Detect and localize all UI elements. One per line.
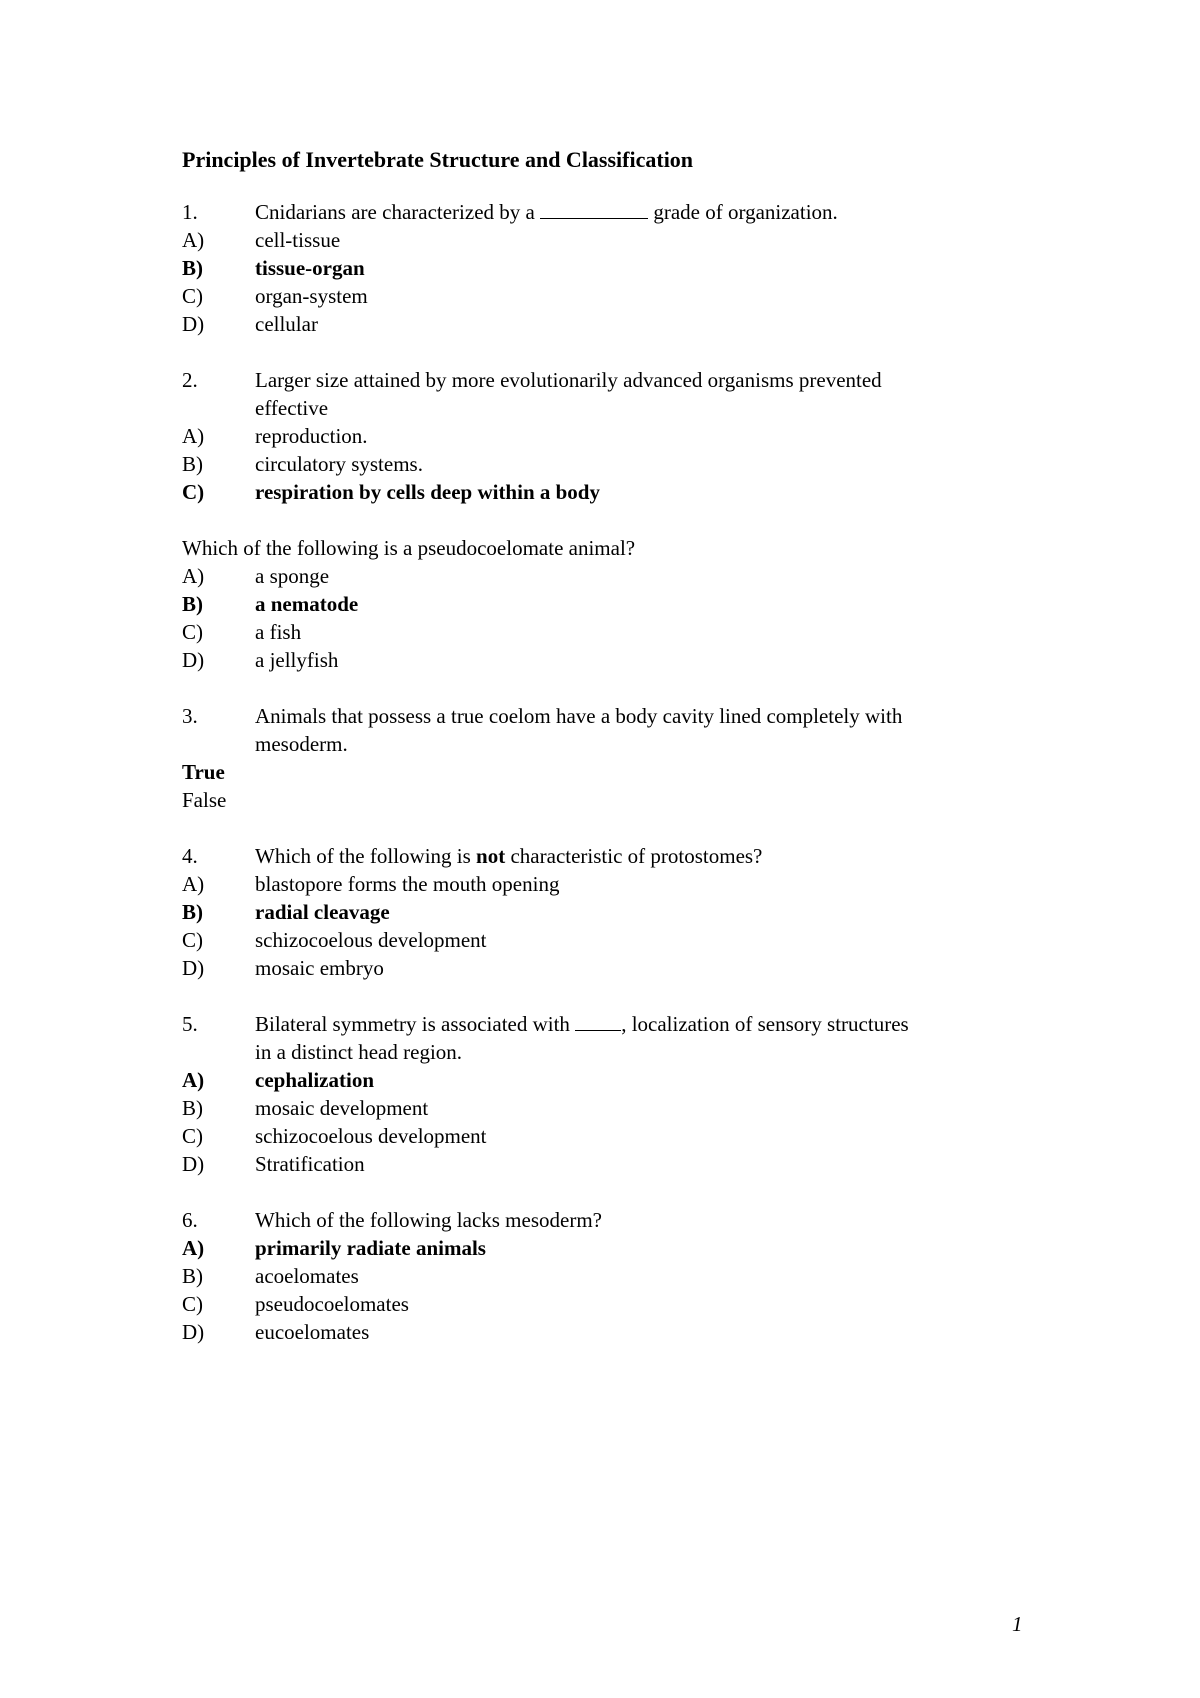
option-d: D) cellular	[182, 312, 318, 336]
option-false: False	[182, 788, 227, 812]
question-number: 3.	[182, 704, 198, 728]
option-a-correct: A) primarily radiate animals	[182, 1236, 486, 1260]
question-text: Which of the following is	[255, 844, 471, 868]
question-text-continued: effective	[255, 396, 329, 420]
option-a-correct: A) cephalization	[182, 1068, 374, 1092]
option-b: B) mosaic development	[182, 1096, 429, 1120]
document-page	[182, 146, 1042, 1346]
option-d: D) mosaic embryo	[182, 956, 384, 980]
question-number: 4.	[182, 844, 198, 868]
question-number: 2.	[182, 368, 198, 392]
question-text: Cnidarians are characterized by a	[255, 200, 535, 224]
question-text: Animals that possess a true coelom have a body cavity lined completely with	[255, 704, 903, 728]
question-2	[182, 366, 1042, 394]
question-6	[182, 1206, 1042, 1234]
option-b: B) acoelomates	[182, 1264, 359, 1288]
option-c: C) pseudocoelomates	[182, 1292, 409, 1316]
option-a: A) reproduction.	[182, 424, 368, 448]
question-unnumbered	[182, 534, 1042, 562]
question-number: 6.	[182, 1208, 198, 1232]
option-c: C) schizocoelous development	[182, 1124, 487, 1148]
page-number: 1	[1012, 1612, 1023, 1636]
question-number: 5.	[182, 1012, 198, 1036]
emphasis-not: not	[476, 844, 506, 868]
option-a: A) cell-tissue	[182, 228, 341, 252]
option-c: C) schizocoelous development	[182, 928, 487, 952]
question-5	[182, 1010, 1042, 1038]
option-b-correct: B) tissue-organ	[182, 256, 365, 280]
option-a: A) blastopore forms the mouth opening	[182, 872, 560, 896]
option-c: C) organ-system	[182, 284, 368, 308]
option-b-correct: B) radial cleavage	[182, 900, 390, 924]
option-a: A) a sponge	[182, 564, 330, 588]
document-title: Principles of Invertebrate Structure and Classification	[182, 147, 694, 172]
question-text: Bilateral symmetry is associated with	[255, 1012, 570, 1036]
question-4	[182, 842, 1042, 870]
question-number: 1.	[182, 200, 198, 224]
option-c-correct: C) respiration by cells deep within a body	[182, 480, 600, 504]
answer-blank	[575, 1012, 621, 1031]
question-text: , localization of sensory structures	[621, 1012, 909, 1036]
option-d: D) a jellyfish	[182, 648, 339, 672]
option-d: D) eucoelomates	[182, 1320, 370, 1344]
question-text-continued: mesoderm.	[255, 732, 348, 756]
answer-blank	[540, 200, 648, 219]
option-d: D) Stratification	[182, 1152, 365, 1176]
question-3	[182, 702, 1042, 730]
option-b: B) circulatory systems.	[182, 452, 423, 476]
option-b-correct: B) a nematode	[182, 592, 359, 616]
question-text: Which of the following is a pseudocoelomate animal?	[182, 536, 636, 560]
question-text: characteristic of protostomes?	[510, 844, 763, 868]
question-text-continued: in a distinct head region.	[255, 1040, 463, 1064]
option-true-correct: True	[182, 760, 225, 784]
option-c: C) a fish	[182, 620, 302, 644]
question-text: Larger size attained by more evolutionarily advanced organisms prevented	[255, 368, 882, 392]
question-text: Which of the following lacks mesoderm?	[255, 1208, 602, 1232]
question-text: grade of organization.	[653, 200, 838, 224]
question-1	[182, 198, 1042, 226]
